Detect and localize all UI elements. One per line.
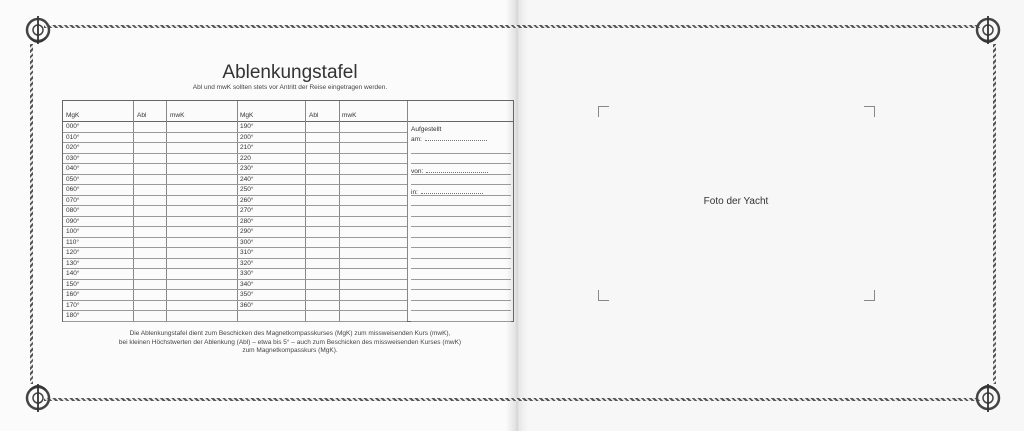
notes-line	[411, 280, 511, 291]
table-row	[237, 164, 407, 175]
table-row	[237, 175, 407, 186]
course-value: 290°	[240, 228, 254, 235]
course-value: 080°	[66, 207, 80, 214]
table-row	[63, 196, 237, 207]
deviation-table	[62, 100, 514, 322]
course-value: 210°	[240, 144, 254, 151]
notes-line	[411, 217, 511, 228]
table-row	[63, 122, 237, 133]
course-value: 320°	[240, 259, 254, 267]
course-value: 010°	[66, 133, 80, 141]
course-value: 000°	[66, 123, 80, 130]
table-row	[63, 143, 237, 154]
table-row	[237, 122, 407, 133]
photo-placeholder-label: Foto der Yacht	[703, 196, 769, 207]
notes-line	[411, 311, 511, 322]
right-page	[516, 0, 1024, 431]
course-value: 050°	[66, 175, 80, 183]
course-value: 170°	[66, 301, 80, 309]
notes-line	[411, 196, 511, 207]
course-value: 060°	[66, 186, 80, 193]
notes-line	[411, 185, 511, 196]
table-row	[237, 217, 407, 228]
am-field	[411, 136, 487, 143]
in-label: in:	[411, 189, 418, 196]
notes-line	[411, 154, 511, 165]
table-row	[63, 238, 237, 249]
anchor-knot-icon	[18, 10, 58, 50]
rope-border-left	[30, 44, 33, 384]
anchor-knot-icon	[968, 378, 1008, 418]
table-row	[237, 301, 407, 312]
course-value: 240°	[240, 175, 254, 183]
notes-line	[411, 301, 511, 312]
table-row	[63, 206, 237, 217]
rope-border-top	[44, 25, 980, 28]
anchor-knot-icon	[968, 10, 1008, 50]
course-value: 070°	[66, 196, 80, 204]
page-title: Ablenkungstafel	[222, 62, 358, 83]
note-line: Die Ablenkungstafel dient zum Beschicken des Magnetkompasskurses (MgK) zum missweisenden Kurs (mwK),	[129, 330, 451, 337]
photo-frame-corner	[864, 290, 875, 301]
course-value: 230°	[240, 165, 254, 172]
course-value: 340°	[240, 280, 254, 288]
course-value: 120°	[66, 249, 80, 256]
table-row	[237, 311, 407, 322]
table-row	[63, 133, 237, 144]
table-row	[63, 175, 237, 186]
course-value: 030°	[66, 154, 80, 162]
header-mgk: MgK	[240, 112, 254, 119]
course-value: 040°	[66, 165, 80, 172]
notes-line	[411, 238, 511, 249]
table-row	[63, 227, 237, 238]
course-value: 130°	[66, 259, 80, 267]
notes-line	[411, 143, 511, 154]
table-row	[63, 280, 237, 291]
table-row	[63, 248, 237, 259]
table-row	[237, 206, 407, 217]
header-abl: Abl	[309, 112, 319, 119]
course-value: 190°	[240, 123, 254, 130]
course-value: 150°	[66, 280, 80, 288]
course-value: 160°	[66, 291, 80, 298]
aufgestellt-label: Aufgestellt	[411, 126, 442, 133]
note-line: bei kleinen Höchstwerten der Ablenkung (Abl) – etwa bis 5° – auch zum Beschicken des missweisenden Kurses (mwK)	[118, 338, 462, 346]
course-value: 270°	[240, 207, 254, 214]
course-value: 220	[240, 154, 251, 162]
course-value: 350°	[240, 291, 254, 298]
table-row	[237, 154, 407, 165]
table-row	[63, 217, 237, 228]
table-row	[63, 301, 237, 312]
header-abl: Abl	[137, 112, 147, 119]
course-value: 140°	[66, 270, 80, 277]
table-row	[237, 133, 407, 144]
photo-frame-corner	[598, 106, 609, 117]
notes-line	[411, 290, 511, 301]
am-label: am:	[411, 136, 422, 143]
course-value: 020°	[66, 144, 80, 151]
table-row	[237, 196, 407, 207]
header-mwk: mwK	[170, 112, 185, 119]
rope-border-right	[993, 44, 996, 384]
notes-line	[411, 227, 511, 238]
course-value: 200°	[240, 133, 254, 141]
course-value: 180°	[66, 312, 80, 319]
rope-border-bottom	[44, 398, 980, 401]
header-mwk: mwK	[342, 112, 357, 119]
header-mgk: MgK	[66, 112, 80, 119]
notes-line	[411, 175, 511, 186]
table-row	[63, 164, 237, 175]
photo-frame-corner	[598, 290, 609, 301]
photo-frame-corner	[864, 106, 875, 117]
notes-line	[411, 164, 511, 175]
notes-line	[411, 259, 511, 270]
table-row	[237, 269, 407, 280]
course-value: 100°	[66, 228, 80, 235]
course-value: 300°	[240, 238, 254, 246]
notes-line	[411, 248, 511, 259]
course-value: 110°	[66, 238, 79, 246]
table-row	[237, 227, 407, 238]
table-row	[63, 259, 237, 270]
course-value: 330°	[240, 270, 254, 277]
explanation-note	[70, 330, 510, 356]
table-row	[63, 311, 237, 322]
anchor-knot-icon	[18, 378, 58, 418]
course-value: 280°	[240, 217, 254, 225]
table-row	[63, 269, 237, 280]
von-label: von:	[411, 168, 424, 175]
column-divider	[407, 101, 408, 321]
notes-line	[411, 269, 511, 280]
table-row	[237, 290, 407, 301]
table-row	[63, 185, 237, 196]
notes-line	[411, 206, 511, 217]
course-value: 250°	[240, 186, 254, 193]
table-row	[237, 259, 407, 270]
course-value: 310°	[240, 249, 254, 256]
table-row	[237, 185, 407, 196]
course-value: 090°	[66, 217, 80, 225]
table-row	[237, 248, 407, 259]
course-value: 360°	[240, 301, 254, 309]
table-row	[63, 154, 237, 165]
am-dotted-line	[425, 140, 487, 141]
table-row	[237, 143, 407, 154]
table-row	[237, 238, 407, 249]
note-line: zum Magnetkompasskurs (MgK).	[242, 347, 338, 355]
table-row	[63, 290, 237, 301]
table-row	[237, 280, 407, 291]
course-value: 260°	[240, 196, 254, 204]
page-subtitle: Abl und mwK sollten stets vor Antritt der Reise eingetragen werden.	[192, 84, 388, 91]
